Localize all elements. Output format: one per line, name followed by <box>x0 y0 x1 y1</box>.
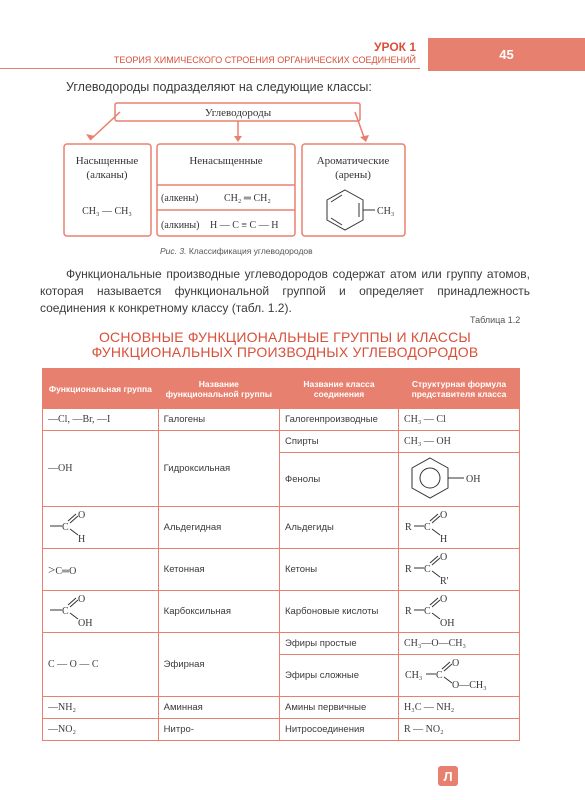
classification-diagram <box>60 100 410 260</box>
header-formula: Структурная формула представителя класса <box>398 369 519 409</box>
aldehyde-name: Альдегидная <box>158 507 279 549</box>
halogen-class: Галогенпроизводные <box>280 409 399 431</box>
simple-ethers-formula: CH₃—O—CH₃ <box>398 633 519 655</box>
table-heading-line1: ОСНОВНЫЕ ФУНКЦИОНАЛЬНЫЕ ГРУППЫ И КЛАССЫ <box>98 329 472 345</box>
halogen-formula: CH₃ — Cl <box>398 409 519 431</box>
svg-text:R: R <box>404 564 412 575</box>
svg-text:R: R <box>404 522 412 533</box>
esters-class: Эфиры сложные <box>280 655 399 697</box>
phenols-class: Фенолы <box>280 453 399 507</box>
phenols-formula <box>398 453 519 507</box>
svg-text:C: C <box>423 522 431 533</box>
table-label: Таблица 1.2 <box>470 315 521 325</box>
carboxyl-group <box>43 591 159 633</box>
svg-text:OH: OH <box>78 618 93 627</box>
functional-groups-table <box>42 368 520 741</box>
halogen-group: —Cl, —Br, —I <box>43 409 159 431</box>
table-row <box>43 409 520 431</box>
ketone-class: Кетоны <box>280 549 399 591</box>
lesson-header <box>0 40 420 69</box>
intro-text: Углеводороды подразделяют на следующие классы: <box>66 80 372 94</box>
carboxyl-group-icon <box>48 593 108 627</box>
nitro-formula: R — NO₂ <box>398 719 519 741</box>
aldehyde-group-icon <box>48 509 108 543</box>
ester-formula-icon <box>404 657 504 691</box>
aldehyde-class: Альдегиды <box>280 507 399 549</box>
carboxyl-formula-icon <box>404 593 474 627</box>
table-row <box>43 633 520 655</box>
diagram-root: Углеводороды <box>204 107 272 119</box>
box3-formula: CH₃ <box>377 206 395 217</box>
svg-text:C: C <box>62 522 69 533</box>
lesson-subtitle: ТЕОРИЯ ХИМИЧЕСКОГО СТРОЕНИЯ ОРГАНИЧЕСКИХ СОЕДИНЕНИЙ <box>0 55 420 69</box>
amine-group: —NH₂ <box>43 697 159 719</box>
box2-title: Ненасыщенные <box>189 155 263 167</box>
svg-text:C: C <box>423 564 431 575</box>
table-heading-line2: ФУНКЦИОНАЛЬНЫХ ПРОИЗВОДНЫХ УГЛЕВОДОРОДОВ <box>91 344 479 360</box>
box3-title1: Ароматические <box>316 155 390 167</box>
svg-text:R': R' <box>439 576 449 585</box>
svg-text:C: C <box>423 606 431 617</box>
nitro-class: Нитросоединения <box>280 719 399 741</box>
table-row <box>43 431 520 453</box>
box1-title2: (алканы) <box>86 169 128 181</box>
phenol-ring-icon <box>404 455 514 501</box>
alkynes-formula: H — C ≡ C — H <box>210 220 279 231</box>
ketone-formula-icon <box>404 551 474 585</box>
alkenes-label: (алкены) <box>161 193 199 204</box>
ether-name: Эфирная <box>158 633 279 697</box>
alcohols-class: Спирты <box>280 431 399 453</box>
aldehyde-group <box>43 507 159 549</box>
hydroxyl-name: Гидроксильная <box>158 431 279 507</box>
carboxyl-name: Карбоксильная <box>158 591 279 633</box>
aldehyde-formula <box>398 507 519 549</box>
svg-text:H: H <box>78 534 86 543</box>
svg-text:H: H <box>439 534 448 543</box>
caption-text: Классификация углеводородов <box>188 246 313 256</box>
header-group: Функциональная группа <box>43 369 159 409</box>
alkynes-label: (алкины) <box>161 220 200 231</box>
table-row <box>43 697 520 719</box>
box1-formula: CH₃ — CH₃ <box>82 206 132 217</box>
header-group-name: Название функциональной группы <box>158 369 279 409</box>
svg-text:O: O <box>451 658 460 669</box>
esters-formula <box>398 655 519 697</box>
svg-text:O: O <box>439 594 448 605</box>
table-header-row <box>43 369 520 409</box>
svg-text:O: O <box>78 510 86 521</box>
table-row <box>43 549 520 591</box>
halogen-name: Галогены <box>158 409 279 431</box>
figure-caption <box>160 246 313 256</box>
table-row <box>43 591 520 633</box>
table-heading <box>40 330 530 360</box>
svg-text:C: C <box>62 606 69 617</box>
publisher-logo: Л <box>438 766 458 786</box>
table-row <box>43 719 520 741</box>
carboxyl-formula <box>398 591 519 633</box>
amine-name: Аминная <box>158 697 279 719</box>
svg-text:O: O <box>439 510 448 521</box>
svg-text:CH₃: CH₃ <box>404 670 423 681</box>
ether-group: C — O — C <box>43 633 159 697</box>
amine-formula: H₃C — NH₂ <box>398 697 519 719</box>
box1-title1: Насыщенные <box>75 155 139 167</box>
svg-text:O: O <box>439 552 448 563</box>
nitro-group: —NO₂ <box>43 719 159 741</box>
hydroxyl-group: —OH <box>43 431 159 507</box>
svg-text:O: O <box>78 594 86 605</box>
ketone-group: >C═O <box>43 549 159 591</box>
svg-text:OH: OH <box>439 618 455 627</box>
page-number: 45 <box>428 38 585 71</box>
ketone-name: Кетонная <box>158 549 279 591</box>
nitro-name: Нитро- <box>158 719 279 741</box>
body-paragraph: Функциональные производные углеводородов содержат атом или группу атомов, которая называется функциональной группой и определяет принадлежность соединения к конкретному классу (табл. 1.2). <box>40 267 530 315</box>
box3-title2: (арены) <box>335 169 371 181</box>
header-class-name: Название класса соединения <box>280 369 399 409</box>
aldehyde-formula-icon <box>404 509 474 543</box>
svg-text:C: C <box>435 670 443 681</box>
svg-text:O—CH₃: O—CH₃ <box>451 680 487 691</box>
phenol-oh: OH <box>465 474 481 485</box>
svg-text:R: R <box>404 606 412 617</box>
alcohols-formula: CH₃ — OH <box>398 431 519 453</box>
amine-class: Амины первичные <box>280 697 399 719</box>
caption-prefix: Рис. 3. <box>160 246 187 256</box>
carboxyl-class: Карбоновые кислоты <box>280 591 399 633</box>
benzene-ring-icon <box>327 190 375 230</box>
alkenes-formula: CH₂ ═ CH₂ <box>224 193 271 204</box>
simple-ethers-class: Эфиры простые <box>280 633 399 655</box>
ketone-formula <box>398 549 519 591</box>
table-row <box>43 507 520 549</box>
lesson-title: УРОК 1 <box>374 40 416 54</box>
